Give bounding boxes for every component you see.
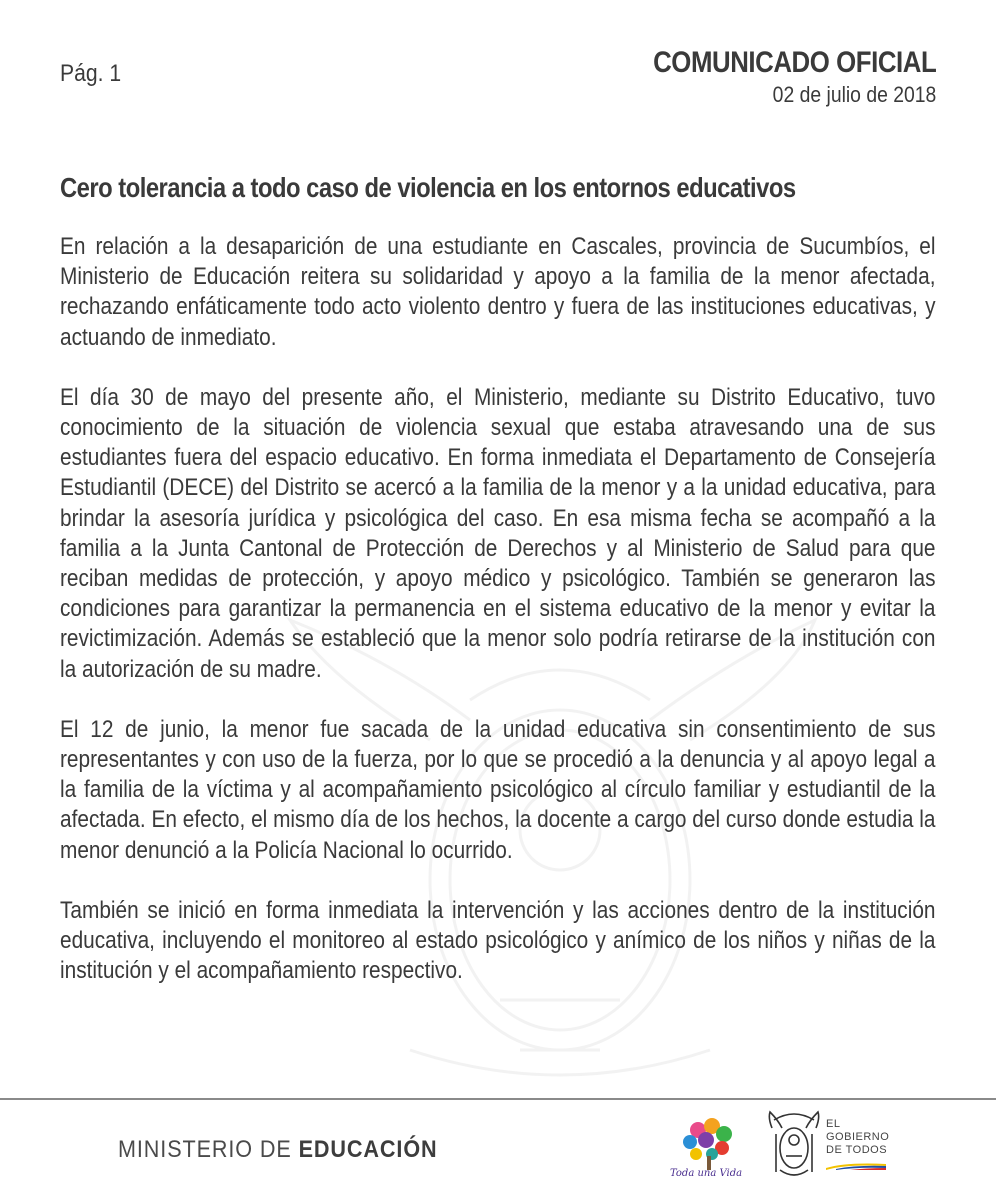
document-title: COMUNICADO OFICIAL <box>652 46 936 79</box>
gov-logo-line1: EL <box>826 1118 841 1130</box>
document-date: 02 de julio de 2018 <box>772 82 936 107</box>
coat-of-arms-logo <box>768 1110 820 1182</box>
gobierno-de-todos-logo <box>826 1118 906 1182</box>
ministry-logo-text <box>118 1136 438 1164</box>
body-text <box>60 232 936 1016</box>
paragraph: En relación a la desaparición de una estudiante en Cascales, provincia de Sucumbíos, el Ministerio de Educación reitera su solidaridad y apoyo a la familia de la menor afectada, rechazando enfáticamente todo acto violento dentro y fuera de las instituciones educativas, y actuando de inmediato. <box>60 233 936 351</box>
paragraph: El día 30 de mayo del presente año, el Ministerio, mediante su Distrito Educativo, tuvo conocimiento de la situación de violencia sexual que estaba atravesando una de sus estudiantes fuera del espacio educativo. En forma inmediata el Departamento de Consejería Estudiantil (DECE) del Distrito se acercó a la familia de la menor y a la unidad educativa, para brindar la asesoría jurídica y psicológica del caso. En esa misma fecha se acompañó a la familia a la Junta Cantonal de Protección de Derechos y al Ministerio de Salud para que reciban medidas de protección, y apoyo médico y psicológico. También se generaron las condiciones para garantizar la permanencia en el sistema educativo de la menor y evitar la revictimización. Además se estableció que la menor solo podría retirarse de la institución con la autorización de su madre. <box>60 383 936 683</box>
ministry-prefix: MINISTERIO DE <box>118 1136 299 1163</box>
paragraph: El 12 de junio, la menor fue sacada de la unidad educativa sin consentimiento de sus representantes y con uso de la fuerza, por lo que se procedió a la denuncia y al apoyo legal a la familia de la víctima y al acompañamiento psicológico al círculo familiar y estudiantil de la afectada. En efecto, el mismo día de los hechos, la docente a cargo del curso donde estudia la menor denunció a la Policía Nacional lo ocurrido. <box>60 715 936 864</box>
logo-tree-text: Toda una Vida <box>670 1168 743 1179</box>
gov-logo-line3: DE TODOS <box>826 1144 888 1156</box>
flag-stripe-icon <box>826 1162 886 1170</box>
document-header <box>607 46 936 108</box>
paragraph: También se inició en forma inmediata la intervención y las acciones dentro de la institución educativa, incluyendo el monitoreo al estado psicológico y anímico de los niños y niñas de la institución y el acompañamiento respectivo. <box>60 896 936 985</box>
gov-logo-line2: GOBIERNO <box>826 1131 890 1143</box>
headline: Cero tolerancia a todo caso de violencia en los entornos educativos <box>60 172 796 203</box>
page-number: Pág. 1 <box>60 60 122 87</box>
toda-una-vida-logo <box>668 1112 748 1182</box>
footer-divider <box>0 1098 996 1100</box>
ministry-emphasis: EDUCACIÓN <box>298 1136 438 1163</box>
